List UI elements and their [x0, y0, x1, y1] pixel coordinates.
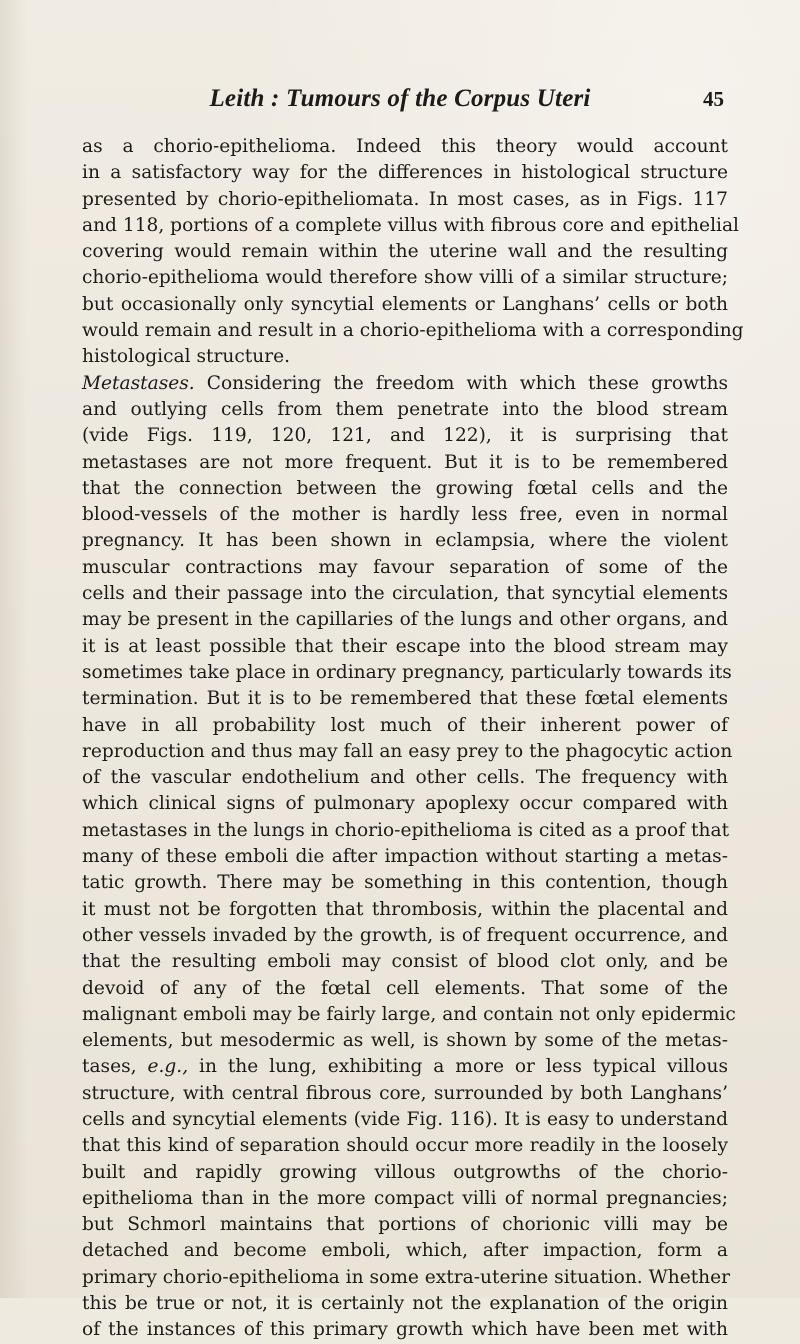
text-line: reproduction and thus may fall an easy prey to the phagocytic action [82, 740, 733, 762]
text-line: which clinical signs of pulmonary apoplexy occur compared with [82, 793, 728, 815]
text-line: and outlying cells from them penetrate into the blood stream [82, 398, 728, 420]
text-line: epithelioma than in the more compact villi of normal pregnancies; [82, 1187, 728, 1209]
text-line: other vessels invaded by the growth, is of frequent occurrence, and [82, 924, 728, 946]
text-line: of the instances of this primary growth which have been met with [82, 1319, 728, 1341]
text-line: presented by chorio-epitheliomata. In most cases, as in Figs. 117 [82, 188, 728, 210]
text-line: in a satisfactory way for the differences in histological structure [82, 162, 728, 184]
text-line: it is at least possible that their escape into the blood stream may [82, 635, 728, 657]
text-line: but Schmorl maintains that portions of chorionic villi may be [82, 1214, 728, 1236]
text-line: would remain and result in a chorio-epithelioma with a corresponding [82, 320, 744, 342]
eg-abbrev: e.g., [147, 1056, 189, 1078]
text-line: may be present in the capillaries of the lungs and other organs, and [82, 609, 728, 631]
text-line: that the resulting emboli may consist of blood clot only, and be [82, 951, 728, 973]
text-line-with-abbrev [82, 1054, 728, 1080]
text-line: muscular contractions may favour separation of some of the [82, 556, 728, 578]
text-line: that the connection between the growing fœtal cells and the [82, 477, 728, 499]
text-line: primary chorio-epithelioma in some extra-uterine situation. Whether [82, 1266, 731, 1288]
text-line: cells and syncytial elements (vide Fig. 116). It is easy to understand [82, 1108, 728, 1130]
page-header [0, 84, 800, 120]
text-line: pregnancy. It has been shown in eclampsia, where the violent [82, 530, 728, 552]
text-line: tatic growth. There may be something in this contention, though [82, 872, 728, 894]
text-line: this be true or not, it is certainly not the explanation of the origin [82, 1293, 728, 1315]
text-line: and 118, portions of a complete villus with fibrous core and epithelial [82, 214, 739, 236]
text-line: termination. But it is to be remembered that these fœtal elements [82, 688, 728, 710]
text-line: of the vascular endothelium and other cells. The frequency with [82, 767, 728, 789]
body-text [82, 134, 744, 1344]
text-line: metastases are not more frequent. But it is to be remembered [82, 451, 728, 473]
text-line: many of these emboli die after impaction without starting a metas- [82, 846, 728, 868]
text-line: sometimes take place in ordinary pregnancy, particularly towards its [82, 661, 732, 683]
page-number: 45 [703, 87, 724, 111]
text-line: but occasionally only syncytial elements or Langhans’ cells or both [82, 293, 728, 315]
text-line: elements, but mesodermic as well, is shown by some of the metas- [82, 1030, 728, 1052]
text-line: blood-vessels of the mother is hardly less free, even in normal [82, 504, 728, 526]
text-line: malignant emboli may be fairly large, and contain not only epidermic [82, 1003, 736, 1025]
text-line: devoid of any of the fœtal cell elements. That some of the [82, 977, 728, 999]
text-line: that this kind of separation should occur more readily in the loosely [82, 1135, 728, 1157]
text-fragment: Considering the freedom with which these growths [206, 372, 728, 394]
running-title: Leith : Tumours of the Corpus Uteri [209, 85, 591, 112]
page-gutter-shadow [0, 0, 28, 1298]
text-line: have in all probability lost much of their inherent power of [82, 714, 728, 736]
text-line: cells and their passage into the circulation, that syncytial elements [82, 583, 728, 605]
text-line: histological structure. [82, 346, 291, 368]
text-line: detached and become emboli, which, after impaction, form a [82, 1240, 728, 1262]
text-line: (vide Figs. 119, 120, 121, and 122), it is surprising that [82, 425, 728, 447]
text-line: built and rapidly growing villous outgrowths of the chorio- [82, 1161, 728, 1183]
text-line: metastases in the lungs in chorio-epithelioma is cited as a proof that [82, 819, 730, 841]
text-line: chorio-epithelioma would therefore show villi of a similar structure; [82, 267, 728, 289]
text-line: as a chorio-epithelioma. Indeed this theory would account [82, 136, 728, 157]
section-heading: Metastases. [82, 372, 195, 394]
text-line: it must not be forgotten that thrombosis, within the placental and [82, 898, 728, 920]
text-line: covering would remain within the uterine wall and the resulting [82, 241, 728, 263]
text-fragment: tases, [82, 1056, 148, 1078]
text-fragment: in the lung, exhibiting a more or less typical villous [188, 1056, 729, 1078]
text-line: structure, with central fibrous core, surrounded by both Langhans’ [82, 1082, 728, 1104]
text-line-with-heading [82, 371, 728, 397]
